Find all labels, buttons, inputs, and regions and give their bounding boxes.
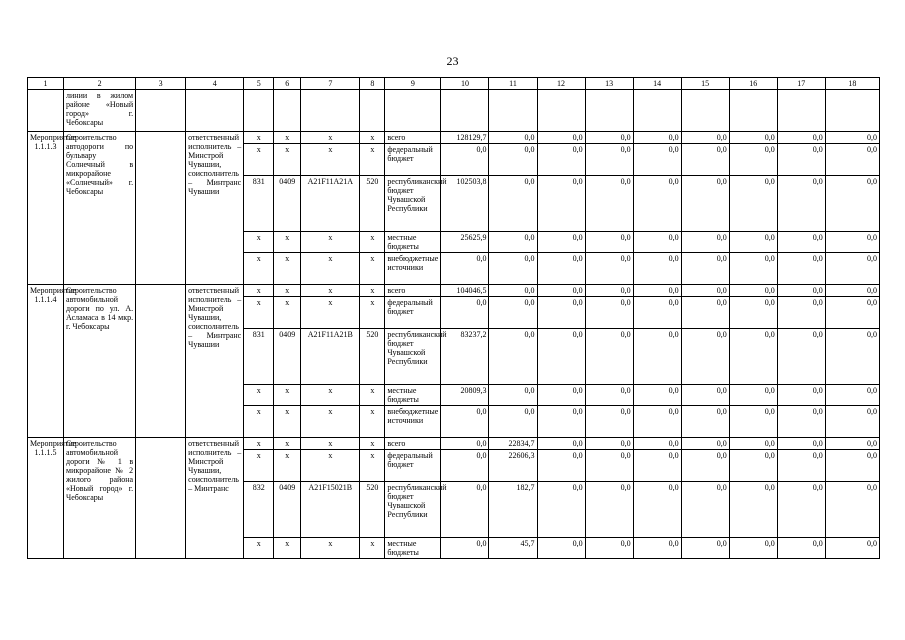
table-row xyxy=(28,438,880,450)
amount-c14: 0,0 xyxy=(633,538,681,559)
amount-c17: 0,0 xyxy=(777,132,825,144)
budget-code-c8: x xyxy=(360,450,385,482)
column-3-cell xyxy=(136,132,186,285)
budget-code-c5: x xyxy=(244,406,274,438)
amount-c17: 0,0 xyxy=(777,253,825,285)
budget-code-c6: x xyxy=(274,385,301,406)
amount-c13: 0,0 xyxy=(585,285,633,297)
table-row xyxy=(28,132,880,144)
budget-code-c8: x xyxy=(360,385,385,406)
budget-code-c8: x xyxy=(360,144,385,176)
executor: ответственный исполнитель – Минстрой Чувашии, соисполнитель – Минтранс xyxy=(186,438,244,559)
budget-code-c6: x xyxy=(274,232,301,253)
amount-c11: 45,7 xyxy=(489,538,537,559)
amount-c17: 0,0 xyxy=(777,450,825,482)
amount-c18: 0,0 xyxy=(825,482,879,538)
amount-c11: 0,0 xyxy=(489,176,537,232)
budget-code-c5: 832 xyxy=(244,482,274,538)
amount-c12: 0,0 xyxy=(537,482,585,538)
amount-c15: 0,0 xyxy=(681,406,729,438)
amount-c15: 0,0 xyxy=(681,450,729,482)
amount-c10: 128129,7 xyxy=(441,132,489,144)
column-header: 4 xyxy=(186,78,244,90)
amount-c15: 0,0 xyxy=(681,538,729,559)
column-header: 14 xyxy=(633,78,681,90)
amount-c11: 0,0 xyxy=(489,132,537,144)
amount-c10: 83237,2 xyxy=(441,329,489,385)
budget-code-c6: x xyxy=(274,406,301,438)
column-header: 18 xyxy=(825,78,879,90)
column-header: 10 xyxy=(441,78,489,90)
amount-c14: 0,0 xyxy=(633,438,681,450)
amount-c11: 0,0 xyxy=(489,297,537,329)
amount-c16: 0,0 xyxy=(729,176,777,232)
column-header: 12 xyxy=(537,78,585,90)
amount-c16: 0,0 xyxy=(729,406,777,438)
amount-c18: 0,0 xyxy=(825,132,879,144)
column-header: 1 xyxy=(28,78,64,90)
amount-c18: 0,0 xyxy=(825,450,879,482)
amount-c15: 0,0 xyxy=(681,438,729,450)
budget-code-c7: x xyxy=(301,297,360,329)
column-header: 16 xyxy=(729,78,777,90)
amount-c12: 0,0 xyxy=(537,144,585,176)
amount-c12: 0,0 xyxy=(537,438,585,450)
amount-c13: 0,0 xyxy=(585,538,633,559)
column-header: 9 xyxy=(385,78,441,90)
budget-code-c7: x xyxy=(301,253,360,285)
amount-c18: 0,0 xyxy=(825,253,879,285)
amount-c18: 0,0 xyxy=(825,438,879,450)
amount-c14: 0,0 xyxy=(633,144,681,176)
funding-source: всего xyxy=(385,132,441,144)
column-header: 3 xyxy=(136,78,186,90)
amount-c14: 0,0 xyxy=(633,253,681,285)
column-header: 17 xyxy=(777,78,825,90)
amount-c15: 0,0 xyxy=(681,253,729,285)
budget-code-c6: x xyxy=(274,538,301,559)
amount-c16: 0,0 xyxy=(729,253,777,285)
amount-c12: 0,0 xyxy=(537,253,585,285)
amount-c10: 0,0 xyxy=(441,297,489,329)
amount-c17: 0,0 xyxy=(777,232,825,253)
amount-c16: 0,0 xyxy=(729,438,777,450)
amount-c11: 182,7 xyxy=(489,482,537,538)
amount-c16: 0,0 xyxy=(729,297,777,329)
budget-code-c7: x xyxy=(301,132,360,144)
amount-c13: 0,0 xyxy=(585,450,633,482)
amount-c14: 0,0 xyxy=(633,482,681,538)
amount-c11: 0,0 xyxy=(489,232,537,253)
amount-c15: 0,0 xyxy=(681,385,729,406)
amount-c13: 0,0 xyxy=(585,144,633,176)
budget-code-c7: A21F11A21A xyxy=(301,176,360,232)
budget-code-c5: x xyxy=(244,144,274,176)
amount-c13: 0,0 xyxy=(585,385,633,406)
amount-c12: 0,0 xyxy=(537,329,585,385)
budget-code-c6: x xyxy=(274,438,301,450)
executor: ответственный исполнитель – Минстрой Чувашии, соисполнитель – Минтранс Чувашии xyxy=(186,285,244,438)
budget-code-c7: x xyxy=(301,450,360,482)
amount-c14: 0,0 xyxy=(633,285,681,297)
amount-c12: 0,0 xyxy=(537,406,585,438)
amount-c13: 0,0 xyxy=(585,132,633,144)
budget-code-c6: 0409 xyxy=(274,482,301,538)
budget-code-c8: x xyxy=(360,232,385,253)
table-row xyxy=(28,285,880,297)
amount-c18: 0,0 xyxy=(825,538,879,559)
measure-id: Мероприятие 1.1.1.4 xyxy=(28,285,64,438)
budget-code-c8: x xyxy=(360,285,385,297)
budget-code-c6: x xyxy=(274,132,301,144)
amount-c15: 0,0 xyxy=(681,232,729,253)
amount-c10: 0,0 xyxy=(441,450,489,482)
column-header: 11 xyxy=(489,78,537,90)
amount-c15: 0,0 xyxy=(681,132,729,144)
budget-code-c8: x xyxy=(360,538,385,559)
funding-source: всего xyxy=(385,438,441,450)
amount-c16: 0,0 xyxy=(729,232,777,253)
amount-c11: 0,0 xyxy=(489,144,537,176)
budget-code-c7: A21F11A21B xyxy=(301,329,360,385)
budget-code-c6: 0409 xyxy=(274,176,301,232)
budget-code-c6: 0409 xyxy=(274,329,301,385)
measure-name: Строительство автомобильной дороги № 1 в микрорайоне № 2 жилого района «Новый город» г. Чебоксары xyxy=(64,438,136,559)
budget-code-c5: x xyxy=(244,253,274,285)
amount-c16: 0,0 xyxy=(729,144,777,176)
amount-c14: 0,0 xyxy=(633,232,681,253)
amount-c17: 0,0 xyxy=(777,385,825,406)
amount-c10: 102503,8 xyxy=(441,176,489,232)
amount-c12: 0,0 xyxy=(537,385,585,406)
amount-c17: 0,0 xyxy=(777,438,825,450)
column-header: 7 xyxy=(301,78,360,90)
amount-c12: 0,0 xyxy=(537,297,585,329)
budget-code-c5: x xyxy=(244,385,274,406)
budget-code-c7: A21F15021B xyxy=(301,482,360,538)
amount-c18: 0,0 xyxy=(825,285,879,297)
amount-c10: 0,0 xyxy=(441,538,489,559)
budget-code-c7: x xyxy=(301,232,360,253)
amount-c13: 0,0 xyxy=(585,482,633,538)
amount-c16: 0,0 xyxy=(729,538,777,559)
budget-code-c8: x xyxy=(360,253,385,285)
column-header: 2 xyxy=(64,78,136,90)
amount-c16: 0,0 xyxy=(729,482,777,538)
amount-c17: 0,0 xyxy=(777,297,825,329)
budget-code-c5: x xyxy=(244,438,274,450)
budget-code-c6: x xyxy=(274,253,301,285)
cell-id xyxy=(28,90,64,132)
amount-c13: 0,0 xyxy=(585,438,633,450)
amount-c11: 0,0 xyxy=(489,253,537,285)
amount-c11: 22834,7 xyxy=(489,438,537,450)
amount-c14: 0,0 xyxy=(633,450,681,482)
amount-c14: 0,0 xyxy=(633,385,681,406)
budget-code-c7: x xyxy=(301,385,360,406)
amount-c12: 0,0 xyxy=(537,450,585,482)
amount-c18: 0,0 xyxy=(825,406,879,438)
amount-c18: 0,0 xyxy=(825,329,879,385)
amount-c18: 0,0 xyxy=(825,176,879,232)
budget-code-c8: x xyxy=(360,406,385,438)
measure-name: линии в жилом районе «Новый город» г. Чебоксары xyxy=(64,90,136,132)
budget-code-c6: x xyxy=(274,297,301,329)
funding-source: республиканский бюджет Чувашской Республики xyxy=(385,482,441,538)
funding-source: республиканский бюджет Чувашской Республики xyxy=(385,329,441,385)
amount-c15: 0,0 xyxy=(681,482,729,538)
funding-source: местные бюджеты xyxy=(385,385,441,406)
budget-code-c5: 831 xyxy=(244,329,274,385)
measure-name: Строительство автодороги по бульвару Солнечный в микрорайоне «Солнечный» г. Чебоксары xyxy=(64,132,136,285)
amount-c17: 0,0 xyxy=(777,144,825,176)
funding-source: местные бюджеты xyxy=(385,538,441,559)
budget-code-c8: x xyxy=(360,438,385,450)
continuation-row xyxy=(28,90,880,132)
budget-code-c8: x xyxy=(360,132,385,144)
amount-c11: 22606,3 xyxy=(489,450,537,482)
amount-c18: 0,0 xyxy=(825,297,879,329)
amount-c12: 0,0 xyxy=(537,232,585,253)
budget-code-c7: x xyxy=(301,538,360,559)
amount-c13: 0,0 xyxy=(585,406,633,438)
amount-c14: 0,0 xyxy=(633,329,681,385)
page-number: 23 xyxy=(446,54,459,68)
amount-c13: 0,0 xyxy=(585,232,633,253)
amount-c15: 0,0 xyxy=(681,176,729,232)
column-3-cell xyxy=(136,438,186,559)
amount-c16: 0,0 xyxy=(729,450,777,482)
amount-c12: 0,0 xyxy=(537,538,585,559)
amount-c10: 0,0 xyxy=(441,144,489,176)
amount-c15: 0,0 xyxy=(681,297,729,329)
amount-c10: 0,0 xyxy=(441,438,489,450)
budget-code-c8: 520 xyxy=(360,176,385,232)
amount-c14: 0,0 xyxy=(633,176,681,232)
amount-c14: 0,0 xyxy=(633,297,681,329)
amount-c12: 0,0 xyxy=(537,176,585,232)
budget-code-c5: x xyxy=(244,538,274,559)
measure-name: Строительство автомобильной дороги по ул. А. Асламаса в 14 мкр. г. Чебоксары xyxy=(64,285,136,438)
amount-c17: 0,0 xyxy=(777,176,825,232)
amount-c16: 0,0 xyxy=(729,132,777,144)
amount-c15: 0,0 xyxy=(681,144,729,176)
column-header: 6 xyxy=(274,78,301,90)
budget-code-c6: x xyxy=(274,285,301,297)
executor: ответственный исполнитель – Минстрой Чувашии, соисполнитель – Минтранс Чувашии xyxy=(186,132,244,285)
amount-c14: 0,0 xyxy=(633,132,681,144)
amount-c13: 0,0 xyxy=(585,176,633,232)
budget-code-c7: x xyxy=(301,406,360,438)
amount-c14: 0,0 xyxy=(633,406,681,438)
budget-code-c5: x xyxy=(244,285,274,297)
budget-code-c5: x xyxy=(244,132,274,144)
budget-code-c6: x xyxy=(274,144,301,176)
funding-source: федеральный бюджет xyxy=(385,450,441,482)
amount-c15: 0,0 xyxy=(681,329,729,385)
budget-table xyxy=(27,77,880,559)
amount-c11: 0,0 xyxy=(489,385,537,406)
amount-c10: 104046,5 xyxy=(441,285,489,297)
amount-c16: 0,0 xyxy=(729,385,777,406)
amount-c11: 0,0 xyxy=(489,329,537,385)
amount-c10: 0,0 xyxy=(441,253,489,285)
amount-c13: 0,0 xyxy=(585,329,633,385)
amount-c17: 0,0 xyxy=(777,329,825,385)
amount-c17: 0,0 xyxy=(777,406,825,438)
amount-c17: 0,0 xyxy=(777,482,825,538)
amount-c13: 0,0 xyxy=(585,253,633,285)
budget-code-c7: x xyxy=(301,438,360,450)
amount-c18: 0,0 xyxy=(825,232,879,253)
amount-c17: 0,0 xyxy=(777,538,825,559)
budget-code-c8: 520 xyxy=(360,329,385,385)
amount-c12: 0,0 xyxy=(537,285,585,297)
budget-code-c5: x xyxy=(244,297,274,329)
measure-id: Мероприятие 1.1.1.3 xyxy=(28,132,64,285)
funding-source: федеральный бюджет xyxy=(385,297,441,329)
amount-c10: 0,0 xyxy=(441,482,489,538)
amount-c10: 20809,3 xyxy=(441,385,489,406)
amount-c16: 0,0 xyxy=(729,285,777,297)
budget-code-c5: x xyxy=(244,450,274,482)
funding-source: республиканский бюджет Чувашской Республики xyxy=(385,176,441,232)
column-header: 8 xyxy=(360,78,385,90)
header-row xyxy=(28,78,880,90)
budget-code-c8: 520 xyxy=(360,482,385,538)
funding-source: федеральный бюджет xyxy=(385,144,441,176)
funding-source: внебюджетные источники xyxy=(385,406,441,438)
budget-code-c5: x xyxy=(244,232,274,253)
budget-code-c5: 831 xyxy=(244,176,274,232)
amount-c18: 0,0 xyxy=(825,385,879,406)
column-header: 5 xyxy=(244,78,274,90)
column-3-cell xyxy=(136,285,186,438)
budget-code-c7: x xyxy=(301,144,360,176)
amount-c13: 0,0 xyxy=(585,297,633,329)
funding-source: всего xyxy=(385,285,441,297)
column-header: 15 xyxy=(681,78,729,90)
amount-c17: 0,0 xyxy=(777,285,825,297)
amount-c12: 0,0 xyxy=(537,132,585,144)
amount-c11: 0,0 xyxy=(489,285,537,297)
amount-c16: 0,0 xyxy=(729,329,777,385)
funding-source: внебюджетные источники xyxy=(385,253,441,285)
amount-c10: 0,0 xyxy=(441,406,489,438)
amount-c15: 0,0 xyxy=(681,285,729,297)
budget-code-c7: x xyxy=(301,285,360,297)
measure-id: Мероприятие 1.1.1.5 xyxy=(28,438,64,559)
amount-c18: 0,0 xyxy=(825,144,879,176)
budget-code-c8: x xyxy=(360,297,385,329)
budget-code-c6: x xyxy=(274,450,301,482)
funding-source: местные бюджеты xyxy=(385,232,441,253)
amount-c10: 25625,9 xyxy=(441,232,489,253)
column-header: 13 xyxy=(585,78,633,90)
amount-c11: 0,0 xyxy=(489,406,537,438)
